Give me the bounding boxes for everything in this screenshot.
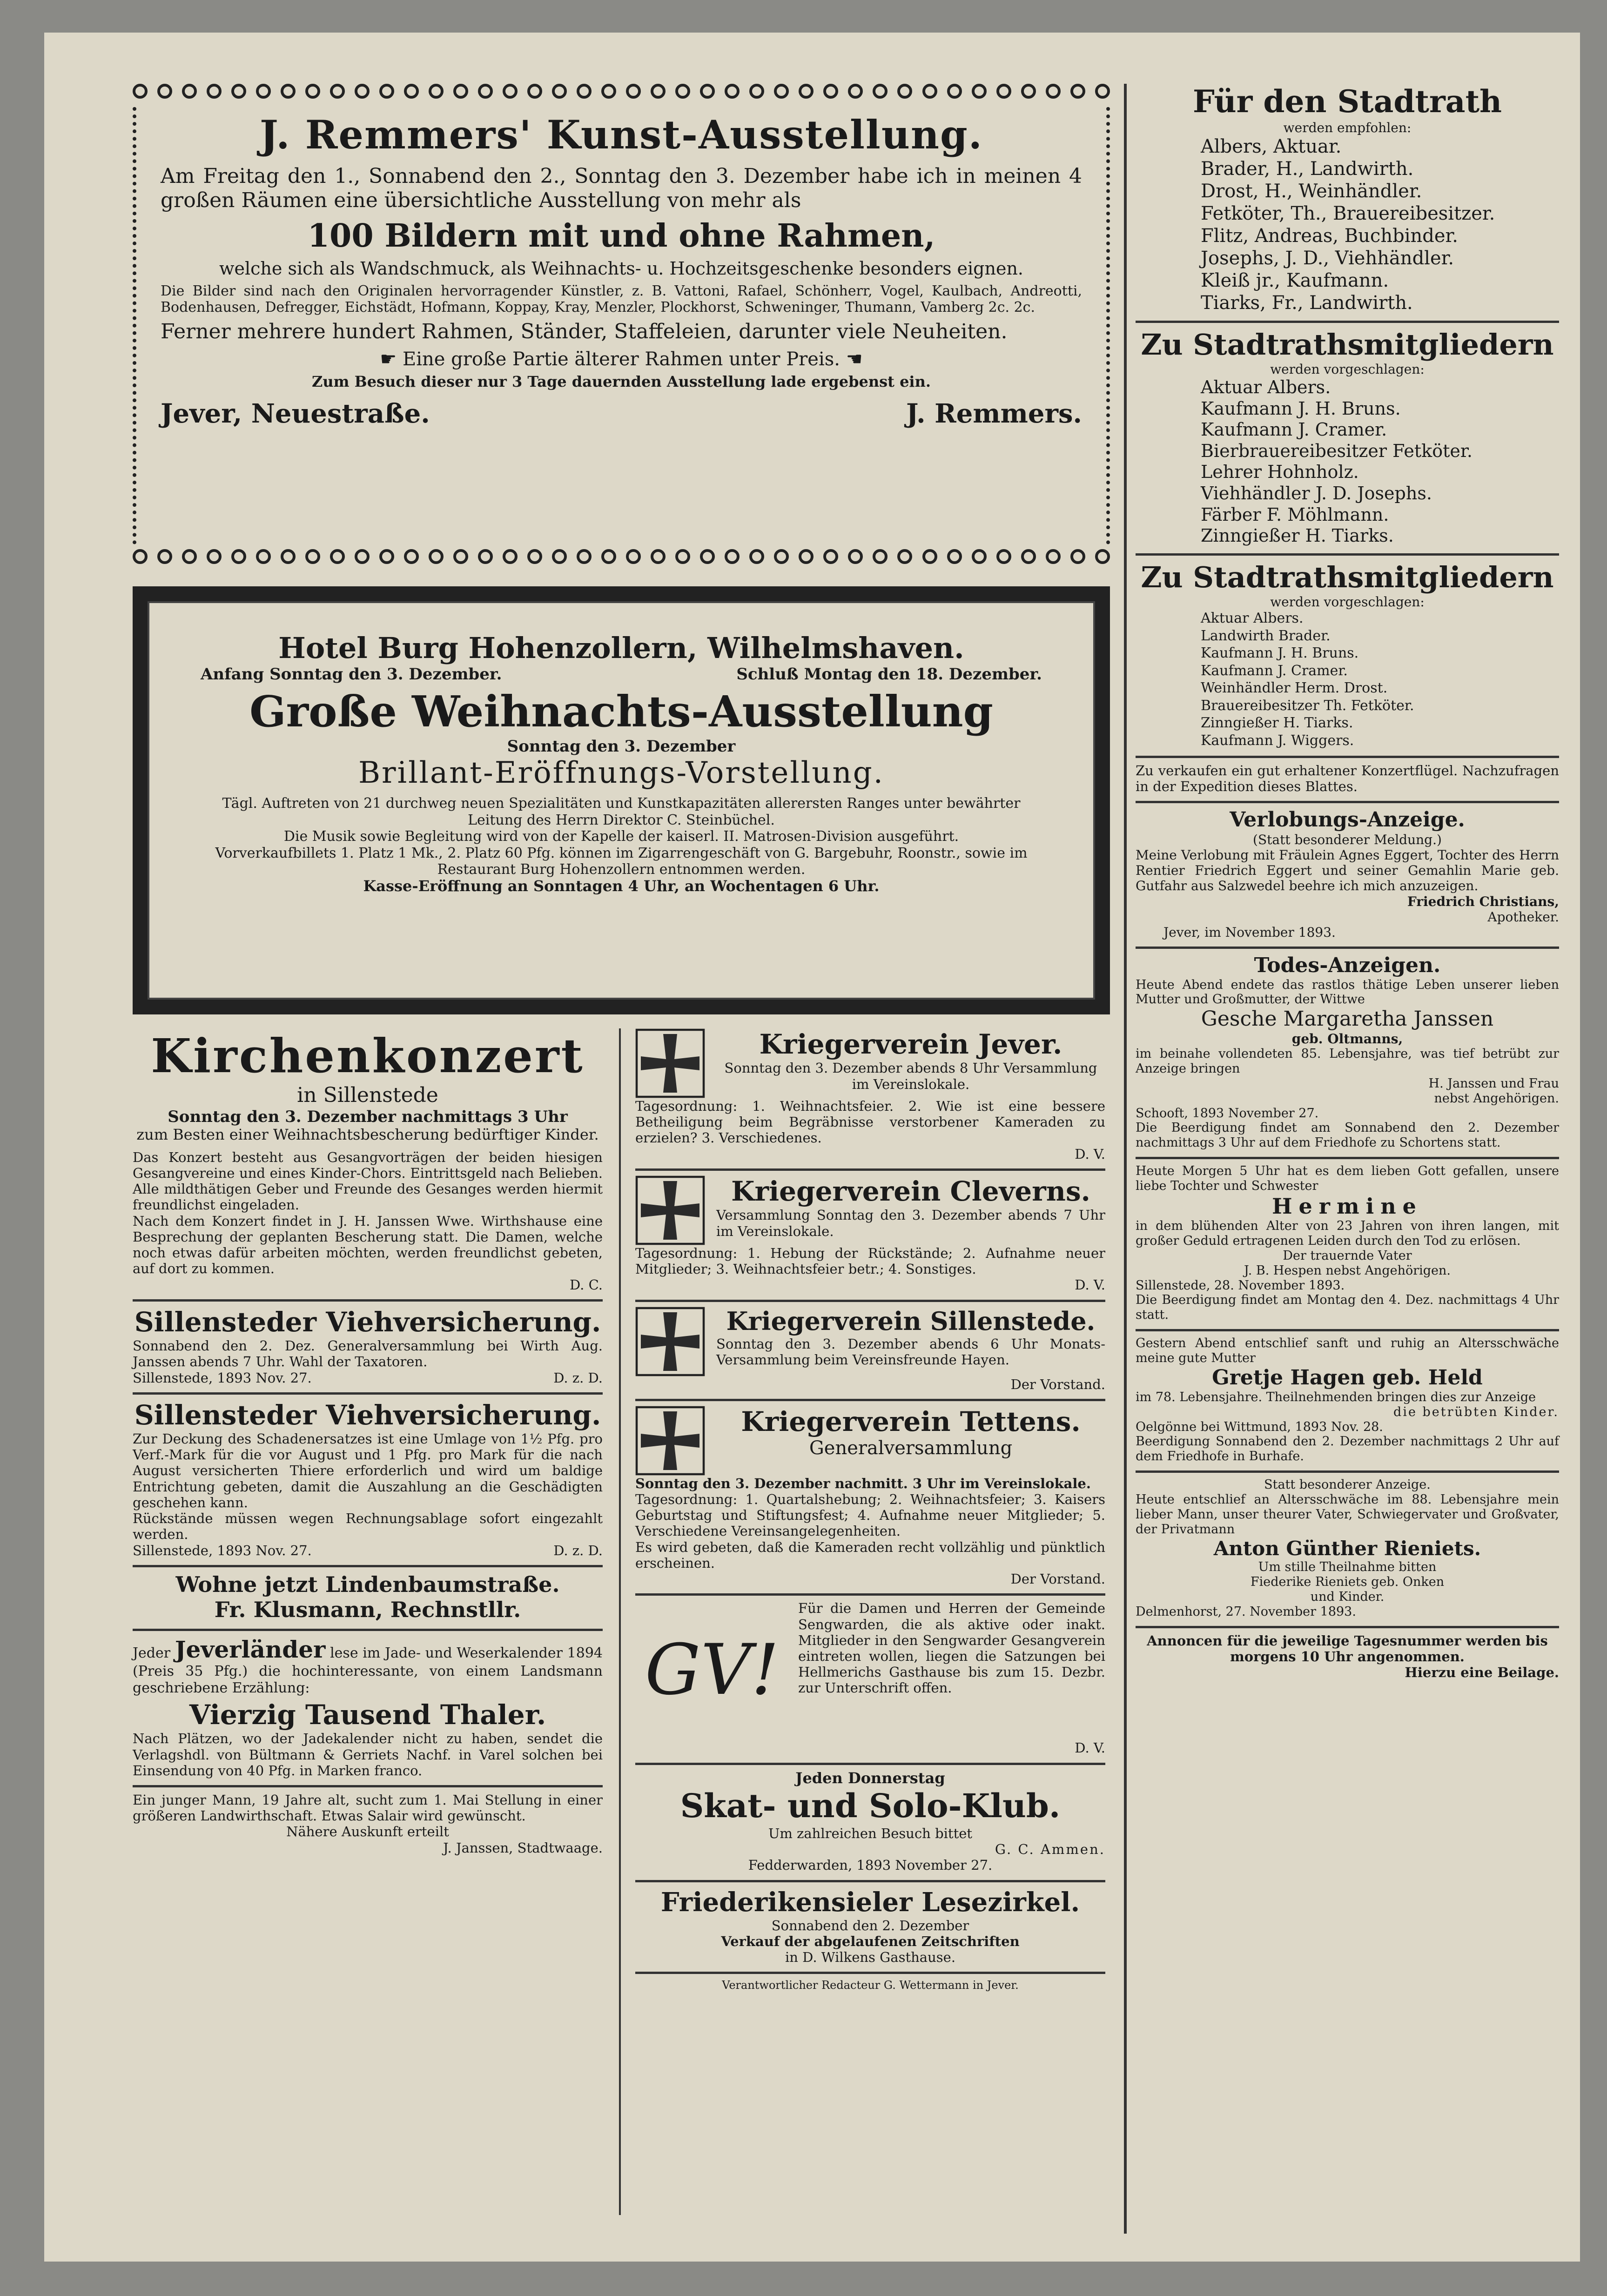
tod3-body: Gestern Abend entschlief sanft und ruhig an Altersschwäche meine gute Mutter [1136, 1336, 1559, 1366]
tod2-sign2: J. B. Hespen nebst Angehörigen. [1244, 1263, 1451, 1278]
kc-body2: Tagesordnung: 1. Hebung der Rückstände; 2. Aufnahme neuer Mitglieder; 3. Weihnachtsfeier betr.; 4. Sonstiges. [635, 1245, 1105, 1277]
verlobung-sign: Friedrich Christians, [1407, 893, 1559, 909]
verlobung-body: Meine Verlobung mit Fräulein Agnes Eggert, Tochter des Herrn Rentier Friedrich Eggert und seiner Gemahlin Marie geb. Gutfahr aus Salzwedel beehre ich mich anzuzeigen. [1136, 847, 1559, 894]
sv2-ad [133, 1399, 603, 1558]
remmers-place: Jever, Neuestraße. [161, 398, 430, 429]
tod2-ad [1136, 1164, 1559, 1323]
klusmann-ad [133, 1572, 603, 1623]
sv2-title: Sillensteder Viehversicherung. [134, 1399, 601, 1431]
list-item: Brader, H., Landwirth. [1201, 158, 1414, 180]
jeverlaender-body: Nach Plätzen, wo der Jadekalender nicht zu haben, sendet die Verlagshdl. von Bültmann & Gerriets Nachf. in Varel solchen bei Einsendung von 40 Pfg. in Marken franco. [133, 1731, 603, 1779]
remmers-big: 100 Bildern mit und ohne Rahmen, [307, 217, 935, 255]
lesezirkel-body2: Verkauf der abgelaufenen Zeitschriften [721, 1933, 1020, 1949]
kt-date: Sonntag den 3. Dezember nachmitt. 3 Uhr im Vereinslokale. [635, 1475, 1091, 1491]
mann-ad [133, 1792, 603, 1856]
stadtrath-list [1136, 135, 1559, 314]
tod1-sign: H. Janssen und Frau [1428, 1076, 1559, 1091]
hotel-gala: Brillant-Eröffnungs-Vorstellung. [358, 755, 884, 790]
tod4-sign: Fiederike Rieniets geb. Onken [1250, 1574, 1445, 1589]
bead-border-bottom [133, 549, 1110, 568]
kj-title: Kriegerverein Jever. [759, 1028, 1062, 1060]
tod4-body: Heute entschlief an Altersschwäche im 88. Lebensjahre mein lieber Mann, unser theurer Vater, Schwiegervater und Großvater, der Privatmann [1136, 1492, 1559, 1537]
mitglieder1-ad [1136, 328, 1559, 547]
hotel-sunday: Sonntag den 3. Dezember [507, 737, 736, 756]
tod2-place: Sillenstede, 28. November 1893. [1136, 1278, 1345, 1293]
mitglieder1-title: Zu Stadtrathsmitgliedern [1141, 327, 1554, 362]
kirchenkonzert-ad [133, 1028, 603, 1293]
list-item: Brauereibesitzer Th. Fetköter. [1201, 697, 1414, 714]
hotel-tickets: Vorverkaufbillets 1. Platz 1 Mk., 2. Platz 60 Pfg. können im Zigarrengeschäft von G. Bargebuhr, Roonstr., sowie im Restaurant Burg Hohenzollern entnommen werden. [215, 845, 1028, 878]
tod1-sign2: nebst Angehörigen. [1434, 1091, 1559, 1106]
tod1-body2: im beinahe vollendeten 85. Lebensjahre, was tief betrübt zur Anzeige bringen [1136, 1047, 1559, 1076]
list-item: Kaufmann J. Wiggers. [1201, 732, 1354, 749]
tod2-body2: in dem blühenden Alter von 23 Jahren von ihren langen, mit großer Geduld ertragenen Leiden durch den Tod zu erlösen. [1136, 1219, 1559, 1249]
iron-cross-icon [635, 1028, 705, 1098]
hotel-end: Schluß Montag den 18. Dezember. [736, 665, 1042, 684]
footer-editor: Verantwortlicher Redacteur G. Wettermann in Jever. [722, 1979, 1019, 1992]
klusmann-name: Fr. Klusmann, Rechnstllr. [214, 1597, 521, 1622]
stadtrath-ad [1136, 84, 1559, 314]
list-item: Zinngießer H. Tiarks. [1201, 525, 1394, 546]
kirchen-purpose: zum Besten einer Weihnachtsbescherung bedürftiger Kinder. [136, 1126, 599, 1144]
jeverlaender-big: Jeverländer [175, 1636, 326, 1664]
iron-cross-icon [635, 1175, 705, 1245]
kirchen-title: Kirchenkonzert [151, 1028, 585, 1083]
kj-body: Sonntag den 3. Dezember abends 8 Uhr Versammlung im Vereinslokale. [724, 1060, 1097, 1092]
remmers-content [161, 112, 1082, 429]
kc-title: Kriegerverein Cleverns. [731, 1175, 1090, 1207]
sengwarden-monogram: GV! [645, 1630, 780, 1711]
ks-title: Kriegerverein Sillenstede. [726, 1306, 1096, 1336]
mitglieder2-title: Zu Stadtrathsmitgliedern [1141, 560, 1554, 594]
tod2-body3: Die Beerdigung findet am Montag den 4. Dez. nachmittags 4 Uhr statt. [1136, 1293, 1559, 1323]
kc-body: Versammlung Sonntag den 3. Dezember abends 7 Uhr im Vereinslokale. [716, 1207, 1105, 1239]
sv2-place: Sillenstede, 1893 Nov. 27. [133, 1542, 312, 1558]
kj-body2: Tagesordnung: 1. Weihnachtsfeier. 2. Wie ist eine bessere Betheiligung beim Begräbnisse verstorbener Kameraden zu erzielen? 3. Verschiedenes. [635, 1098, 1105, 1146]
remmers-sign: J. Remmers. [906, 398, 1082, 429]
list-item: Zinngießer H. Tiarks. [1201, 715, 1353, 732]
hotel-body: Tägl. Auftreten von 21 durchweg neuen Spezialitäten und Kunstkapazitäten allerersten Ranges unter bewährter Leitung des Herrn Direktor C. Steinbüchel. [222, 795, 1021, 828]
tod1-title: Todes-Anzeigen. [1254, 953, 1441, 977]
lesezirkel-body: Sonnabend den 2. Dezember [771, 1917, 969, 1933]
left-wide-area [133, 84, 1110, 2224]
pointing-hand-icon: ☛ [380, 348, 403, 370]
left-column [133, 1028, 603, 1862]
skat-title: Skat- und Solo-Klub. [680, 1786, 1061, 1826]
tod3-ad [1136, 1336, 1559, 1464]
tod4-ad [1136, 1477, 1559, 1619]
tod2-sign: Der trauernde Vater [1283, 1248, 1412, 1263]
verlobung-sub: (Statt besonderer Meldung.) [1253, 832, 1442, 848]
list-item: Kaufmann J. Cramer. [1201, 419, 1387, 440]
hotel-start: Anfang Sonntag den 3. Dezember. [201, 665, 502, 684]
stadtrath-title: Für den Stadtrath [1192, 83, 1502, 120]
list-item: Färber F. Möhlmann. [1201, 504, 1389, 525]
skat-name: G. C. Ammen. [995, 1841, 1105, 1858]
verlobung-title: Verlobungs-Anzeige. [1230, 808, 1465, 832]
tod3-sign: die betrübten Kinder. [1393, 1404, 1559, 1419]
bead-border-top [133, 84, 1110, 102]
hotel-title: Hotel Burg Hohenzollern, Wilhelmshaven. [278, 631, 964, 665]
beilage-notice: Hierzu eine Beilage. [1405, 1664, 1559, 1680]
tod4-place: Delmenhorst, 27. November 1893. [1136, 1604, 1356, 1619]
list-item: Tiarks, Fr., Landwirth. [1201, 292, 1413, 314]
tod3-body2: im 78. Lebensjahre. Theilnehmenden bringen dies zur Anzeige [1136, 1390, 1536, 1404]
list-item: Josephs, J. D., Viehhändler. [1201, 247, 1454, 269]
kt-ad [635, 1406, 1105, 1587]
tod1-name: Gesche Margaretha Janssen [1201, 1007, 1494, 1031]
kt-sign: Der Vorstand. [1010, 1571, 1105, 1587]
hotel-big: Große Weihnachts-Ausstellung [249, 686, 993, 737]
kt-sub: Generalversammlung [809, 1437, 1013, 1459]
lesezirkel-ad [635, 1887, 1105, 1966]
stadtrath-sub: werden empfohlen: [1283, 120, 1412, 135]
list-item: Weinhändler Herm. Drost. [1201, 680, 1388, 697]
list-item: Albers, Aktuar. [1201, 135, 1342, 157]
kj-ad [635, 1028, 1105, 1162]
skat-place: Fedderwarden, 1893 November 27. [748, 1857, 993, 1873]
kt-body: Tagesordnung: 1. Quartalshebung; 2. Weihnachtsfeier; 3. Kaisers Geburtstag und Stiftungsfest; 4. Aufnahme neuer Mitglieder; 5. Verschiedene Vereinsangelegenheiten. [635, 1491, 1105, 1539]
sengwarden-body: Für die Damen und Herren der Gemeinde Sengwarden, die als aktive oder inakt. Mitglieder in den Sengwarder Gesangverein eintreten wollen, liegen die Satzungen bei Hellmerichs Gasthause bis zum 15. Dezbr. zur Unterschrift offen. [798, 1600, 1105, 1696]
sv1-body: Sonnabend den 2. Dez. Generalversammlung bei Wirth Aug. Janssen abends 7 Uhr. Wahl der Taxatoren. [133, 1338, 603, 1370]
annoncen-notice: Annoncen für die jeweilige Tagesnummer werden bis morgens 10 Uhr angenommen. [1147, 1632, 1548, 1665]
iron-cross-icon [635, 1406, 705, 1476]
kirchen-body: Das Konzert besteht aus Gesangvorträgen der beiden hiesigen Gesangvereine und eines Kinder-Chors. Eintrittsgeld nach Belieben. Alle mildthätigen Geber und Freunde des Gesanges werden hiermit freundlichst eingeladen. [133, 1149, 603, 1213]
sv1-ad [133, 1306, 603, 1386]
kc-sign: D. V. [1075, 1277, 1105, 1293]
remmers-line6: Zum Besuch dieser nur 3 Tage dauernden Ausstellung lade ergebenst ein. [312, 372, 931, 390]
list-item: Aktuar Albers. [1201, 610, 1304, 627]
kirchen-sign: D. C. [569, 1276, 603, 1293]
list-item: Kleiß jr., Kaufmann. [1201, 269, 1389, 291]
main-column-divider [1124, 84, 1127, 2234]
kt-title: Kriegerverein Tettens. [741, 1405, 1081, 1437]
list-item: Lehrer Hohnholz. [1201, 462, 1359, 483]
klusmann-line: Wohne jetzt Lindenbaumstraße. [175, 1571, 560, 1597]
remmers-line2: welche sich als Wandschmuck, als Weihnachts- u. Hochzeitsgeschenke besonders eignen. [219, 258, 1024, 279]
tod1-place: Schooft, 1893 November 27. [1136, 1106, 1319, 1121]
mitglieder2-sub: werden vorgeschlagen: [1270, 594, 1425, 610]
sv2-body: Zur Deckung des Schadenersatzes ist eine Umlage von 1½ Pfg. pro Verf.-Mark für die vor August und 1 Pfg. pro Mark für die nach August versicherten Thiere erforderlich und wird um baldige Entrichtung gebeten, damit die Auszahlung an die Geschädigten geschehen kann. [133, 1431, 603, 1511]
mann-sign: J. Janssen, Stadtwaage. [443, 1839, 603, 1856]
ks-body: Sonntag den 3. Dezember abends 6 Uhr Monats-Versammlung beim Vereinsfreunde Hayen. [716, 1336, 1105, 1368]
mann-body: Ein junger Mann, 19 Jahre alt, sucht zum 1. Mai Stellung in einer größeren Landwirthschaft. Etwas Salair wird gewünscht. [133, 1792, 603, 1824]
kj-sign: D. V. [1075, 1146, 1105, 1162]
list-item: Aktuar Albers. [1201, 377, 1331, 398]
ks-sign: Der Vorstand. [1010, 1376, 1105, 1392]
verlobung-ad [1136, 808, 1559, 940]
iron-cross-icon [635, 1307, 705, 1376]
tod2-name: Hermine [1272, 1193, 1423, 1219]
list-item: Drost, H., Weinhändler. [1201, 180, 1422, 202]
sv1-place: Sillenstede, 1893 Nov. 27. [133, 1370, 312, 1386]
kc-ad [635, 1175, 1105, 1293]
kt-body2: Es wird gebeten, daß die Kameraden recht vollzählig und pünktlich erscheinen. [635, 1539, 1105, 1571]
list-item: Viehhändler J. D. Josephs. [1201, 483, 1432, 504]
tod1-body3: Die Beerdigung findet am Sonnabend den 2. Dezember nachmittags 3 Uhr auf dem Friedhofe zu Schortens statt. [1136, 1121, 1559, 1150]
list-item: Kaufmann J. Cramer. [1201, 662, 1348, 679]
tod1-ad [1136, 953, 1559, 1151]
tod3-place: Oelgönne bei Wittmund, 1893 Nov. 28. [1136, 1419, 1383, 1434]
tod3-body3: Beerdigung Sonnabend den 2. Dezember nachmittags 2 Uhr auf dem Friedhofe in Burhafe. [1136, 1434, 1559, 1464]
verlobung-place: Jever, im November 1893. [1163, 924, 1336, 940]
pointing-hand-icon: ☚ [840, 348, 863, 370]
remmers-line1: Am Freitag den 1., Sonnabend den 2., Sonntag den 3. Dezember habe ich in meinen 4 großen Räumen eine übersichtliche Ausstellung von mehr als [161, 164, 1082, 213]
ks-ad [635, 1307, 1105, 1392]
mitglieder1-list [1136, 377, 1559, 547]
mitglieder1-sub: werden vorgeschlagen: [1270, 362, 1425, 377]
jeverlaender-rest: lese im Jade- und Weserkalender 1894 (Preis 35 Pfg.) die hochinteressante, von einem Landsmann geschriebene Erzählung: [133, 1645, 603, 1696]
lesezirkel-body3: in D. Wilkens Gasthause. [785, 1949, 956, 1966]
list-item: Fetköter, Th., Brauereibesitzer. [1201, 202, 1495, 224]
list-item: Landwirth Brader. [1201, 627, 1331, 644]
remmers-ad [133, 84, 1110, 568]
mann-info: Nähere Auskunft erteilt [286, 1824, 449, 1840]
hotel-kasse: Kasse-Eröffnung an Sonntagen 4 Uhr, an Wochentagen 6 Uhr. [363, 877, 880, 895]
tod4-lead: Statt besonderer Anzeige. [1264, 1477, 1431, 1492]
jeverlaender-lead: Jeder [133, 1645, 171, 1662]
jeverlaender-ad [133, 1636, 603, 1779]
kirchen-date: Sonntag den 3. Dezember nachmittags 3 Uhr [168, 1107, 568, 1126]
list-item: Kaufmann J. H. Bruns. [1201, 645, 1359, 662]
tod3-name: Gretje Hagen geb. Held [1212, 1365, 1483, 1390]
column-divider [619, 1028, 621, 2215]
middle-column [635, 1028, 1105, 1992]
mitglieder2-ad [1136, 560, 1559, 749]
kirchen-sub: in Sillenstede [297, 1083, 438, 1107]
tod1-geb: geb. Oltmanns, [1291, 1031, 1403, 1047]
kirchen-body2: Nach dem Konzert findet in J. H. Janssen Wwe. Wirthshause eine Besprechung der geplanten Bescherung statt. Die Damen, welche noch etwas dafür arbeiten möchten, werden freundlichst gebeten, auf dort zu kommen. [133, 1213, 603, 1277]
fluegel-ad: Zu verkaufen ein gut erhaltener Konzertflügel. Nachzufragen in der Expedition dieses Blattes. [1136, 763, 1559, 795]
lower-columns [133, 1028, 1110, 2224]
tod1-body: Heute Abend endete das rastlos thätige Leben unserer lieben Mutter und Großmutter, der Wittwe [1136, 977, 1559, 1007]
skat-body: Um zahlreichen Besuch bittet [768, 1825, 973, 1841]
jeverlaender-title: Vierzig Tausend Thaler. [189, 1699, 546, 1731]
newspaper-page [44, 33, 1580, 2262]
remmers-line3: Die Bilder sind nach den Originalen hervorragender Künstler, z. B. Vattoni, Rafael, Schönherr, Vogel, Kaulbach, Andreotti, Bodenhausen, Defregger, Eichstädt, Hofmann, Koppay, Kray, Menzler, Plockhorst, Schweninger, Thumann, Vamberg 2c. 2c. [161, 282, 1082, 316]
bead-border-left [133, 107, 152, 544]
skat-ad [635, 1770, 1105, 1873]
list-item: Flitz, Andreas, Buchbinder. [1201, 225, 1458, 247]
sv2-sign: D. z. D. [553, 1542, 603, 1558]
sv2-body2: Rückstände müssen wegen Rechnungsablage sofort eingezahlt werden. [133, 1511, 603, 1543]
list-item: Kaufmann J. H. Bruns. [1201, 398, 1401, 419]
hotel-music: Die Musik sowie Begleitung wird von der Kapelle der kaiserl. II. Matrosen-Division ausgeführt. [283, 828, 959, 845]
remmers-title: J. Remmers' Kunst-Ausstellung. [260, 112, 983, 158]
bead-border-right [1090, 107, 1110, 544]
right-column [1136, 84, 1559, 1680]
hotel-ad [133, 586, 1110, 1014]
sv1-sign: D. z. D. [553, 1370, 603, 1386]
sv1-title: Sillensteder Viehversicherung. [134, 1306, 601, 1338]
verlobung-sign2: Apotheker. [1487, 909, 1559, 925]
tod4-name: Anton Günther Rieniets. [1213, 1537, 1481, 1560]
tod2-body: Heute Morgen 5 Uhr hat es dem lieben Gott gefallen, unsere liebe Tochter und Schwester [1136, 1164, 1559, 1194]
skat-lead: Jeden Donnerstag [795, 1769, 945, 1787]
tod4-sign2: und Kinder. [1310, 1589, 1385, 1604]
remmers-line4: Ferner mehrere hundert Rahmen, Ständer, Staffeleien, darunter viele Neuheiten. [161, 319, 1008, 343]
mitglieder2-list [1136, 610, 1559, 749]
sengwarden-ad [635, 1600, 1105, 1756]
tod4-body2: Um stille Theilnahme bitten [1258, 1560, 1437, 1575]
list-item: Bierbrauereibesitzer Fetköter. [1201, 440, 1473, 461]
remmers-line5: ☛ Eine große Partie älterer Rahmen unter Preis. ☚ [380, 348, 863, 370]
sengwarden-sign: D. V. [1075, 1740, 1105, 1756]
lesezirkel-title: Friederikensieler Lesezirkel. [660, 1886, 1080, 1918]
